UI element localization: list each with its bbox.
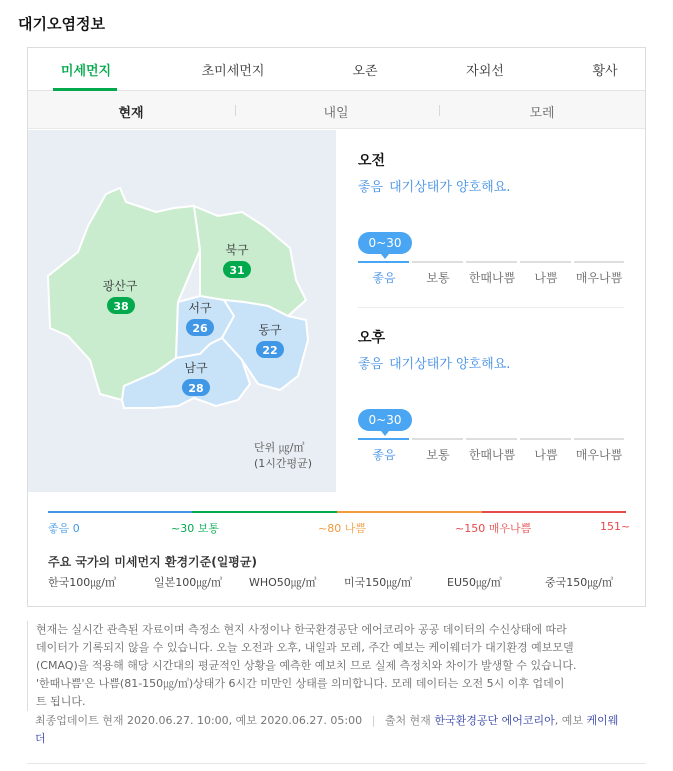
scale-label-good: 좋음 bbox=[372, 448, 396, 462]
unit-average-text: (1시간평균) bbox=[254, 457, 313, 470]
meta-separator: | bbox=[371, 714, 376, 727]
scale-label-bad: 나쁨 bbox=[534, 271, 558, 285]
forecast-pm-scale bbox=[358, 438, 624, 462]
subtab-now[interactable]: 현재 bbox=[118, 106, 144, 121]
standards-title: 주요 국가의 미세먼지 환경기준(일평균) bbox=[48, 555, 257, 569]
region-name-buk: 북구 bbox=[225, 243, 249, 257]
legend-bar-normal bbox=[192, 511, 337, 513]
notice-line: '한때나쁨'은 나쁨(81-150㎍/㎥)상태가 6시간 미만인 상태를 의미합니다. 모레 데이터는 오전 5시 이후 업데이 bbox=[36, 677, 565, 690]
legend-label-good: 좋음 0 bbox=[48, 522, 80, 535]
notice-line: 현재는 실시간 관측된 자료이며 측정소 현지 사정이나 한국환경공단 에어코리아 공공 데이터의 수신상태에 따라 bbox=[36, 623, 567, 636]
scale-label-normal: 보통 bbox=[426, 448, 450, 462]
tab-fine-dust[interactable]: 미세먼지 bbox=[60, 64, 112, 79]
forecast-pm-desc: 대기상태가 양호해요. bbox=[389, 357, 511, 372]
region-value-buk: 31 bbox=[229, 264, 245, 277]
day-subtabs bbox=[28, 91, 645, 129]
legend-label-normal: ~30 보통 bbox=[171, 522, 219, 535]
forecast-am-grade: 좋음 bbox=[358, 180, 384, 195]
source-label: 출처 현재 bbox=[384, 714, 431, 727]
region-name-nam: 남구 bbox=[184, 361, 208, 375]
source-forecast-label: , 예보 bbox=[554, 714, 583, 727]
forecast-pm-status bbox=[358, 353, 510, 372]
region-value-gwangsan: 38 bbox=[113, 300, 129, 313]
air-quality-card bbox=[27, 47, 646, 607]
scale-segment bbox=[358, 261, 409, 263]
scale-segment bbox=[412, 261, 463, 263]
scale-label-temp-bad: 한때나쁨 bbox=[468, 271, 516, 285]
subtab-separator bbox=[235, 105, 236, 116]
forecast-am-scale bbox=[358, 261, 624, 285]
scale-segment bbox=[358, 438, 409, 440]
source-kweather-link[interactable]: 케이웨더 bbox=[35, 714, 619, 745]
bottom-divider bbox=[27, 763, 646, 764]
scale-segment bbox=[466, 438, 517, 440]
region-map bbox=[28, 130, 336, 492]
standard-who: WHO50㎍/㎥ bbox=[249, 576, 317, 589]
forecast-am-title: 오전 bbox=[358, 153, 386, 169]
forecast-pm-range-badge: 0~30 bbox=[358, 409, 412, 431]
notice-line: (CMAQ)을 적용해 해당 시간대의 평균적인 상황을 예측한 예보치 므로 실제 측정치와 차이가 발생할 수 있습니다. bbox=[36, 659, 577, 672]
scale-label-normal: 보통 bbox=[426, 271, 450, 285]
source-airkorea-link[interactable]: 한국환경공단 에어코리아 bbox=[434, 714, 555, 727]
subtab-day-after[interactable]: 모레 bbox=[529, 106, 555, 121]
legend-label-bad: ~80 나쁨 bbox=[318, 522, 366, 535]
region-map-svg bbox=[28, 130, 336, 492]
scale-segment bbox=[574, 438, 624, 440]
tab-uv[interactable]: 자외선 bbox=[466, 64, 504, 79]
legend-bar-good bbox=[48, 511, 192, 513]
legend-bar-bad bbox=[337, 511, 482, 513]
scale-segment bbox=[574, 261, 624, 263]
region-value-dong: 22 bbox=[262, 344, 278, 357]
forecast-panel bbox=[336, 130, 645, 492]
last-updated: 최종업데이트 현재 2020.06.27. 10:00, 예보 2020.06.27. 05:00 bbox=[35, 714, 363, 727]
notice-line: 데이터가 기록되지 않을 수 있습니다. 오늘 오전과 오후, 내일과 모레, 주간 예보는 케이웨더가 대기환경 예보모델 bbox=[36, 641, 574, 654]
tab-ultrafine-dust[interactable]: 초미세먼지 bbox=[201, 64, 265, 79]
scale-label-good: 좋음 bbox=[372, 271, 396, 285]
forecast-divider bbox=[358, 307, 624, 308]
region-name-dong: 동구 bbox=[258, 323, 282, 337]
scale-segment bbox=[412, 438, 463, 440]
standard-usa: 미국150㎍/㎥ bbox=[344, 576, 412, 589]
forecast-pm-grade: 좋음 bbox=[358, 357, 384, 372]
standard-china: 중국150㎍/㎥ bbox=[545, 576, 613, 589]
region-value-seo: 26 bbox=[192, 322, 208, 335]
scale-segment bbox=[466, 261, 517, 263]
legend-label-max: 151~ bbox=[600, 520, 631, 533]
forecast-am-range-badge: 0~30 bbox=[358, 232, 412, 254]
scale-label-very-bad: 매우나쁨 bbox=[575, 271, 623, 285]
scale-segment bbox=[520, 261, 571, 263]
forecast-am-desc: 대기상태가 양호해요. bbox=[389, 180, 511, 195]
unit-note bbox=[254, 440, 312, 472]
standard-korea: 한국100㎍/㎥ bbox=[48, 576, 116, 589]
legend-label-very-bad: ~150 매우나쁨 bbox=[455, 522, 532, 535]
notice-line: 트 됩니다. bbox=[36, 695, 86, 708]
scale-label-temp-bad: 한때나쁨 bbox=[468, 448, 516, 462]
scale-label-very-bad: 매우나쁨 bbox=[575, 448, 623, 462]
page-title: 대기오염정보 bbox=[18, 15, 105, 33]
legend-bar-very-bad bbox=[482, 511, 626, 513]
unit-text: 단위 ㎍/㎥ bbox=[254, 441, 305, 454]
region-name-seo: 서구 bbox=[188, 301, 212, 315]
data-notice bbox=[27, 621, 646, 711]
subtab-tomorrow[interactable]: 내일 bbox=[323, 106, 349, 121]
scale-label-bad: 나쁨 bbox=[534, 448, 558, 462]
region-value-nam: 28 bbox=[188, 382, 204, 395]
update-source-info bbox=[35, 712, 625, 748]
standard-japan: 일본100㎍/㎥ bbox=[154, 576, 222, 589]
subtab-separator bbox=[439, 105, 440, 116]
tab-ozone[interactable]: 오존 bbox=[352, 64, 378, 79]
tab-yellow-dust[interactable]: 황사 bbox=[592, 64, 618, 79]
pollutant-tabs bbox=[28, 48, 645, 91]
standard-eu: EU50㎍/㎥ bbox=[447, 576, 502, 589]
forecast-am-status bbox=[358, 176, 510, 195]
scale-segment bbox=[520, 438, 571, 440]
region-name-gwangsan: 광산구 bbox=[102, 279, 138, 293]
forecast-pm-title: 오후 bbox=[358, 330, 386, 346]
